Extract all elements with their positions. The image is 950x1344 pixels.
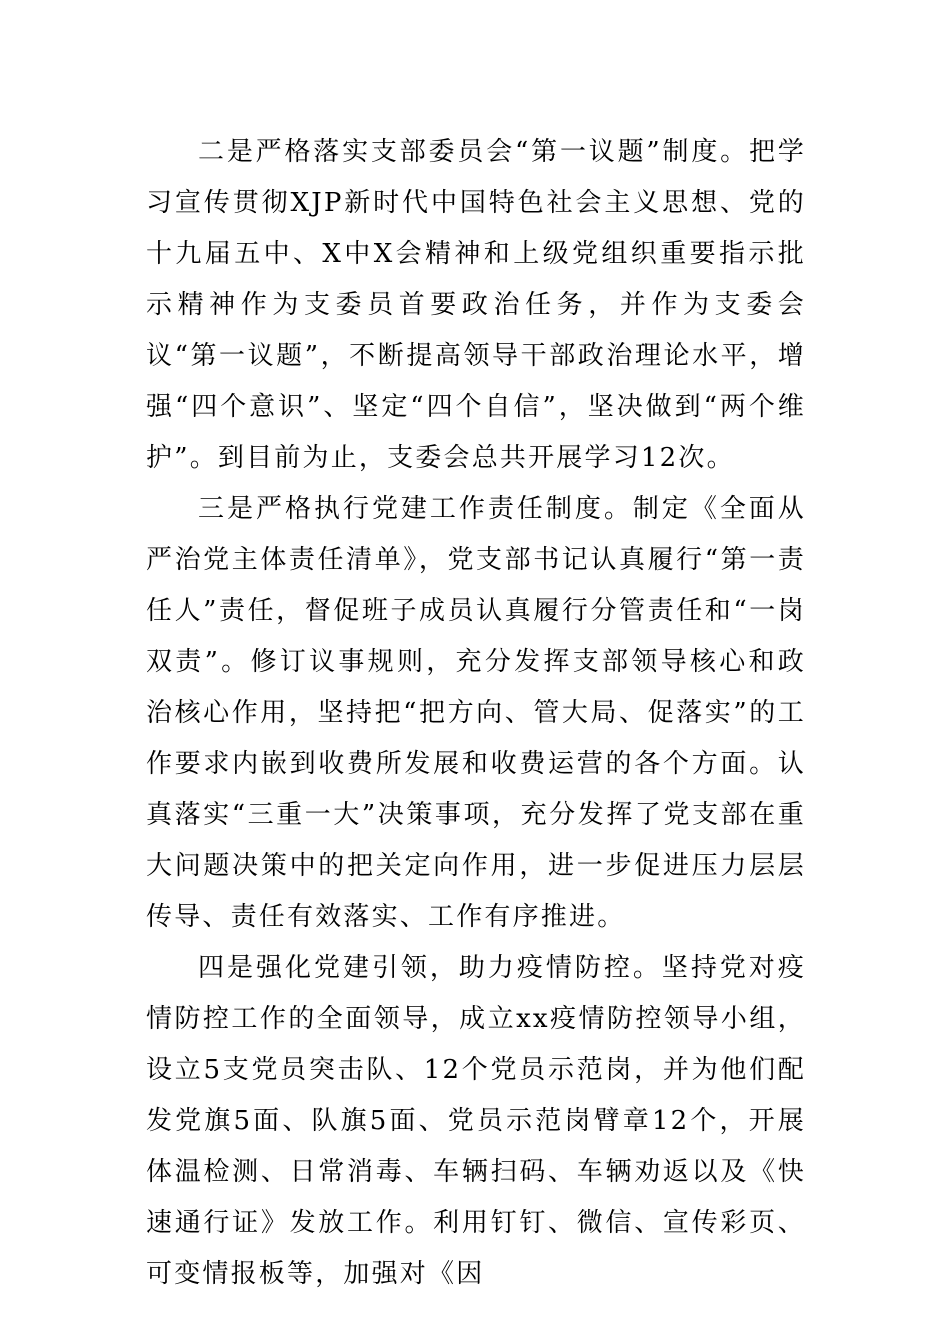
paragraph-3: 三是严格执行党建工作责任制度。制定《全面从严治党主体责任清单》，党支部书记认真履行“第一责任人”责任，督促班子成员认真履行分管责任和“一岗双责”。修订议事规则，充分发挥支部领导核心和政治核心作用，坚持把“把方向、管大局、促落实”的工作要求内嵌到收费所发展和收费运营的各个方面。认真落实“三重一大”决策事项，充分发挥了党支部在重大问题决策中的把关定向作用，进一步促进压力层层传导、责任有效落实、工作有序推进。 <box>146 494 806 932</box>
paragraph-2: 二是严格落实支部委员会“第一议题”制度。把学习宣传贯彻XJP新时代中国特色社会主义思想、党的十九届五中、X中X会精神和上级党组织重要指示批示精神作为支委员首要政治任务，并作为支委会议“第一议题”，不断提高领导干部政治理论水平，增强“四个意识”、坚定“四个自信”，坚决做到“两个维护”。到目前为止，支委会总共开展学习12次。 <box>146 137 806 473</box>
paragraph-4: 四是强化党建引领，助力疫情防控。坚持党对疫情防控工作的全面领导，成立xx疫情防控领导小组，设立5支党员突击队、12个党员示范岗，并为他们配发党旗5面、队旗5面、党员示范岗臂章12个，开展体温检测、日常消毒、车辆扫码、车辆劝返以及《快速通行证》发放工作。利用钉钉、微信、宣传彩页、可变情报板等，加强对《因 <box>146 953 806 1289</box>
document-body <box>146 127 806 1300</box>
